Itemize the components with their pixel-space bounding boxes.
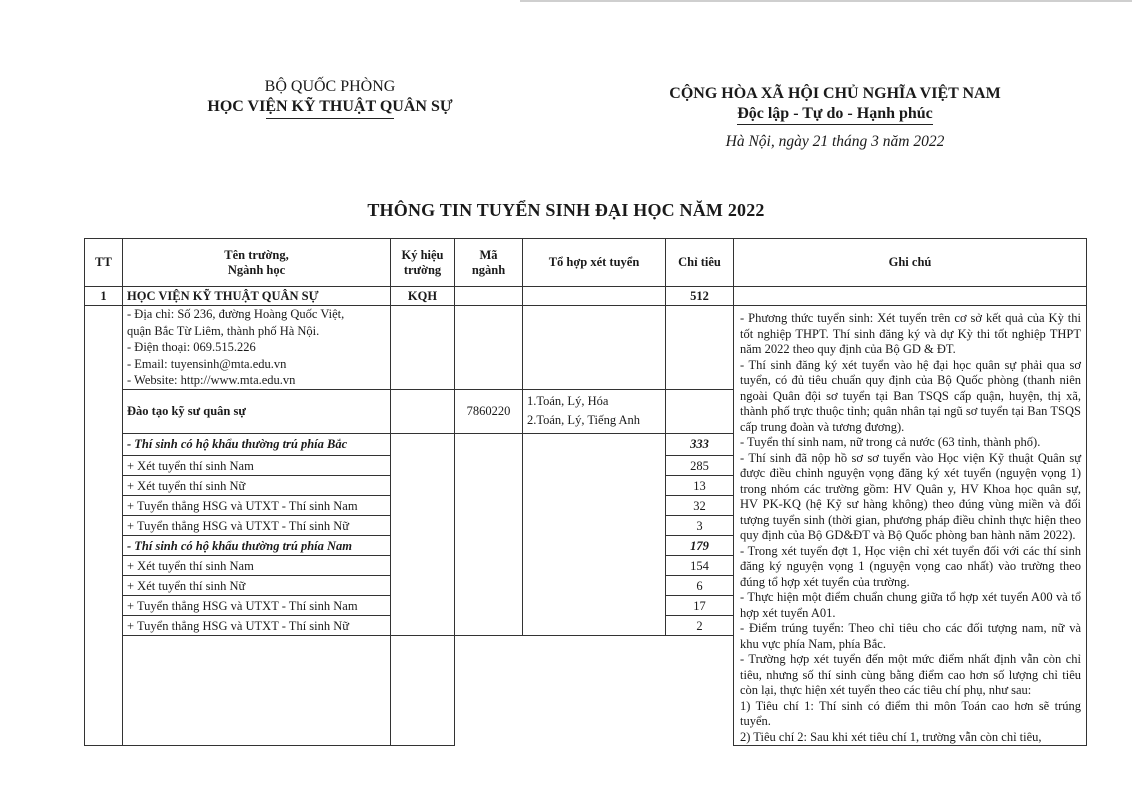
combo-2: 2.Toán, Lý, Tiếng Anh (527, 413, 641, 427)
blank-name-cell (123, 636, 391, 746)
header-name-line2: Ngành học (227, 262, 286, 277)
note-paragraph: - Thí sinh đã nộp hồ sơ sơ tuyển vào Học viện Kỹ thuật Quân sự được điều chỉnh nguyện vọng đăng ký xét tuyển (nguyện vọng 1) trong nhóm các trường gồm: HV Quân y, HV Khoa học quân sự, HV PK-KQ (hệ Kỹ sư hàng không) theo đúng vùng miền và đối tượng tuyển sinh (thời gian, phương pháp điều chỉnh thực hiện theo quy định của Bộ GD&ĐT và Bộ Quốc phòng ban hành năm 2022). (740, 450, 1081, 542)
quota-row-value: 154 (666, 556, 734, 576)
quota-row-value: 6 (666, 576, 734, 596)
note-paragraph: - Tuyển thí sinh nam, nữ trong cả nước (63 tỉnh, thành phố). (740, 435, 1041, 449)
header-quota: Chỉ tiêu (666, 239, 734, 287)
quota-row-value: 13 (666, 476, 734, 496)
ministry-name: BỘ QUỐC PHÒNG (264, 78, 396, 95)
document-date: Hà Nội, ngày 21 tháng 3 năm 2022 (725, 133, 945, 150)
region-north-quota: 333 (666, 433, 734, 456)
header-note: Ghi chú (734, 239, 1087, 287)
note-paragraph: - Điểm trúng tuyển: Theo chỉ tiêu cho các đối tượng nam, nữ và khu vực phía Nam, phía Bắc. (740, 621, 1081, 651)
note-paragraph: - Thí sinh đăng ký xét tuyển vào hệ đại học quân sự phải qua sơ tuyển, có đủ tiêu chuẩn quy định của Bộ Quốc phòng (thanh niên ngoài Quân đội sơ tuyển tại Ban TSQS cấp quận, huyện, thị xã, thành phố trực thuộc tỉnh; quân nhân tại ngũ sơ tuyển tại Ban TSQS cấp trung đoàn và tương đương). (740, 357, 1081, 434)
table-header-row (85, 239, 1087, 287)
contact-address-1: - Địa chỉ: Số 236, đường Hoàng Quốc Việt, (127, 307, 345, 321)
contact-email: - Email: tuyensinh@mta.edu.vn (127, 356, 287, 371)
program-name: Đào tạo kỹ sư quân sự (123, 389, 391, 433)
combo-1: 1.Toán, Lý, Hóa (527, 394, 609, 408)
quota-row-value: 3 (666, 516, 734, 536)
symbol-empty-merged (391, 433, 455, 636)
header-name-line1: Tên trường, (224, 247, 289, 262)
note-paragraph: 1) Tiêu chí 1: Thí sinh có điểm thi môn Toán cao hơn sẽ trúng tuyển. (740, 698, 1081, 728)
combo-empty-merged (523, 433, 666, 636)
header-left-underline (266, 118, 394, 119)
header-code-line2: ngành (471, 262, 506, 277)
school-name: HỌC VIỆN KỸ THUẬT QUÂN SỰ (123, 287, 391, 306)
quota-row-value: 2 (666, 616, 734, 636)
code-empty-merged (455, 433, 523, 636)
note-paragraph: 2) Tiêu chí 2: Sau khi xét tiêu chí 1, trường vẫn còn chỉ tiêu, (740, 729, 1042, 744)
header-tt: TT (85, 239, 123, 287)
school-note-empty (734, 287, 1087, 306)
contact-address-2: quận Bắc Từ Liêm, thành phố Hà Nội. (127, 323, 320, 338)
header-right (630, 84, 1040, 153)
note-paragraph: - Phương thức tuyển sinh: Xét tuyển trên cơ sở kết quả của Kỳ thi tốt nghiệp THPT. Thí sinh đăng ký và dự Kỳ thi tốt nghiệp THPT năm 2022 theo quy định của Bộ GD & ĐT. (740, 311, 1081, 356)
contact-website: - Website: http://www.mta.edu.vn (127, 373, 296, 387)
program-symbol-empty (391, 389, 455, 433)
header-name (123, 239, 391, 287)
header-left (180, 77, 480, 119)
header-symbol (391, 239, 455, 287)
quota-row-label: + Tuyển thẳng HSG và UTXT - Thí sinh Nam (123, 496, 391, 516)
country-name: CỘNG HÒA XÃ HỘI CHỦ NGHĨA VIỆT NAM (669, 85, 1001, 102)
note-paragraph: - Trong xét tuyển đợt 1, Học viện chỉ xét tuyển đối với các thí sinh đăng ký nguyện vọng 1 (nguyện vọng cao nhất) vào trường theo đúng tổ hợp xét tuyển của trường. (740, 543, 1081, 589)
note-paragraph: - Thực hiện một điểm chuẩn chung giữa tổ hợp xét tuyển A00 và tổ hợp xét tuyển A01. (740, 590, 1081, 620)
program-quota-empty (666, 389, 734, 433)
document-title: THÔNG TIN TUYỂN SINH ĐẠI HỌC NĂM 2022 (367, 200, 765, 220)
quota-row-label: + Xét tuyển thí sinh Nam (123, 456, 391, 476)
quota-row-value: 32 (666, 496, 734, 516)
quota-row-value: 17 (666, 596, 734, 616)
notes-cell (734, 306, 1087, 746)
program-code: 7860220 (455, 389, 523, 433)
quota-row-label: + Tuyển thẳng HSG và UTXT - Thí sinh Nữ (123, 516, 391, 536)
quota-row-label: + Tuyển thẳng HSG và UTXT - Thí sinh Nam (123, 596, 391, 616)
contact-combo-empty (523, 306, 666, 390)
header-combo: Tổ hợp xét tuyển (523, 239, 666, 287)
scan-edge-line (520, 0, 1132, 2)
school-symbol: KQH (391, 287, 455, 306)
school-quota: 512 (666, 287, 734, 306)
quota-row-label: + Xét tuyển thí sinh Nữ (123, 476, 391, 496)
header-symbol-line2: trường (403, 262, 442, 277)
school-row (85, 287, 1087, 306)
school-code-empty (455, 287, 523, 306)
tt-empty-merged (85, 306, 123, 746)
admission-table (84, 238, 1087, 746)
region-south-label: - Thí sinh có hộ khẩu thường trú phía Nam (123, 536, 391, 556)
national-motto: Độc lập - Tự do - Hạnh phúc (737, 104, 933, 125)
program-combos (523, 389, 666, 433)
region-north-label: - Thí sinh có hộ khẩu thường trú phía Bắc (123, 433, 391, 456)
contact-quota-empty (666, 306, 734, 390)
contact-code-empty (455, 306, 523, 390)
header-code (455, 239, 523, 287)
institution-name: HỌC VIỆN KỸ THUẬT QUÂN SỰ (207, 98, 453, 115)
region-south-quota: 179 (666, 536, 734, 556)
quota-row-label: + Tuyển thẳng HSG và UTXT - Thí sinh Nữ (123, 616, 391, 636)
contact-cell (123, 306, 391, 390)
quota-row-label: + Xét tuyển thí sinh Nam (123, 556, 391, 576)
school-combo-empty (523, 287, 666, 306)
note-paragraph: - Trường hợp xét tuyển đến một mức điểm nhất định vẫn còn chỉ tiêu, nhưng số thí sinh cùng bằng điểm cao hơn số lượng chỉ tiêu còn lại, thực hiện xét tuyển theo các tiêu chí phụ, như sau: (740, 652, 1081, 697)
header-symbol-line1: Ký hiệu (401, 247, 444, 262)
quota-row-value: 285 (666, 456, 734, 476)
school-tt: 1 (85, 287, 123, 306)
contact-row (85, 306, 1087, 390)
contact-phone: - Điện thoại: 069.515.226 (127, 340, 256, 354)
quota-row-label: + Xét tuyển thí sinh Nữ (123, 576, 391, 596)
contact-symbol-empty (391, 306, 455, 390)
blank-quota-cell (391, 636, 455, 746)
header-code-line1: Mã (479, 247, 498, 262)
